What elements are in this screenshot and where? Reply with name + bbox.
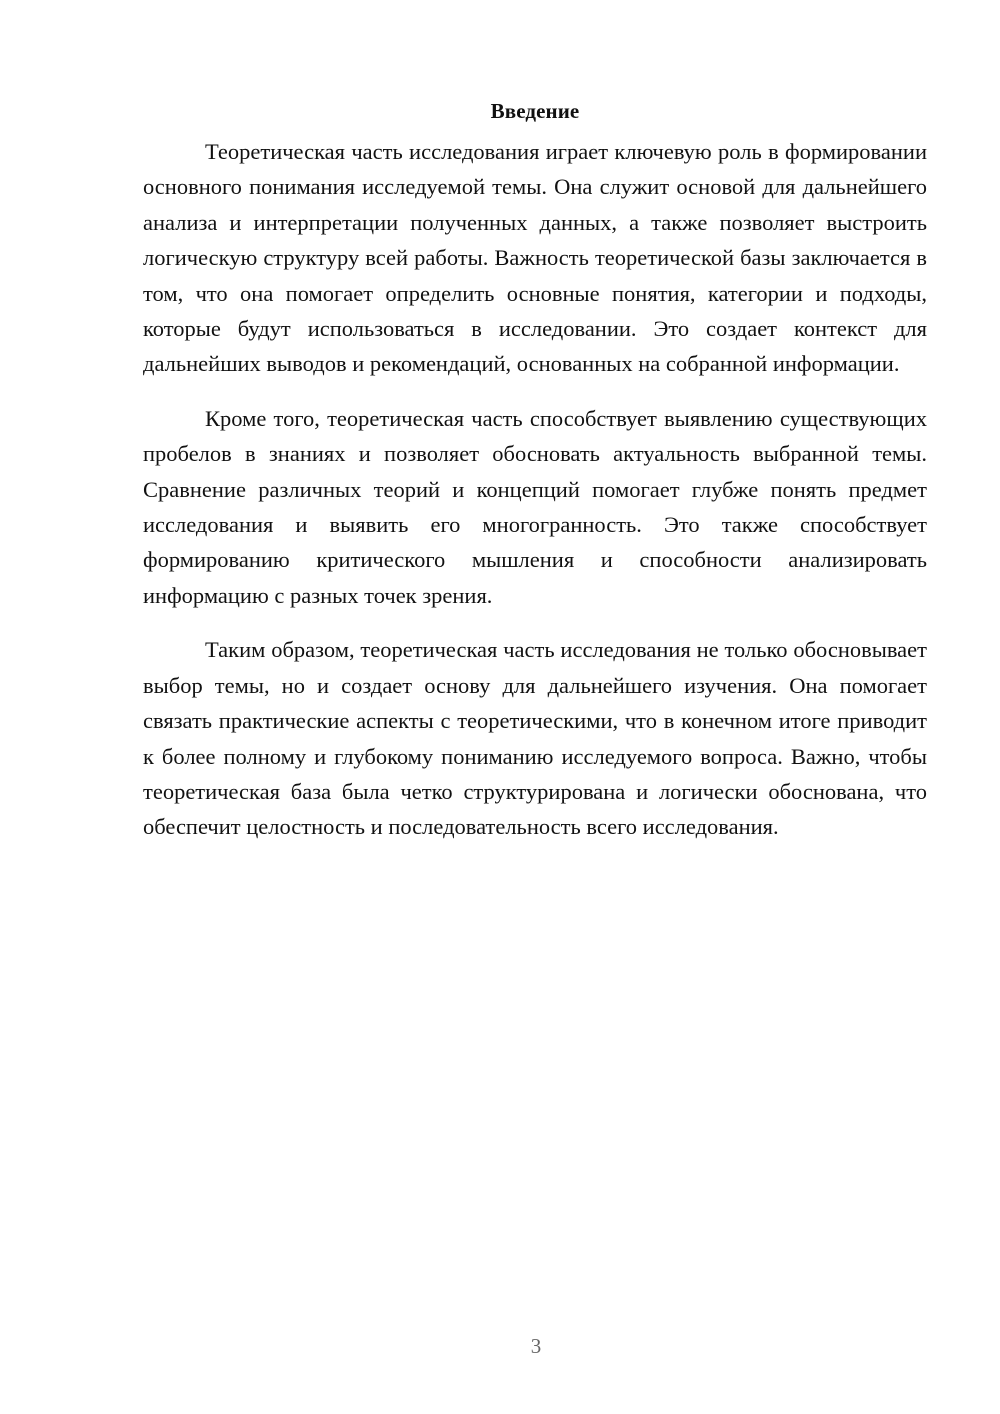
paragraph-3: Таким образом, теоретическая часть исследования не только обосновывает выбор темы, но и создает основу для дальнейшего изучения. Она помогает связать практические аспекты с теоретическими, что в конечном итоге приводит к более полному и глубокому пониманию исследуемого вопроса. Важно, чтобы теоретическая база была четко структурирована и логически обоснована, что обеспечит целостность и последовательность всего исследования.	[143, 637, 927, 840]
section-heading: Введение	[490, 99, 580, 123]
page-number: 3	[530, 1334, 542, 1358]
paragraph-1: Теоретическая часть исследования играет ключевую роль в формировании основного понимания исследуемой темы. Она служит основой для дальнейшего анализа и интерпретации полученных данных, а также позволяет выстроить логическую структуру всей работы. Важность теоретической базы заключается в том, что она помогает определить основные понятия, категории и подходы, которые будут использоваться в исследовании. Это создает контекст для дальнейших выводов и рекомендаций, основанных на собранной информации.	[143, 139, 927, 377]
page-content	[143, 96, 927, 864]
paragraph-2: Кроме того, теоретическая часть способствует выявлению существующих пробелов в знаниях и позволяет обосновать актуальность выбранной темы. Сравнение различных теорий и концепций помогает глубже понять предмет исследования и выявить его многогранность. Это также способствует формированию критического мышления и способности анализировать информацию с разных точек зрения.	[143, 405, 927, 608]
